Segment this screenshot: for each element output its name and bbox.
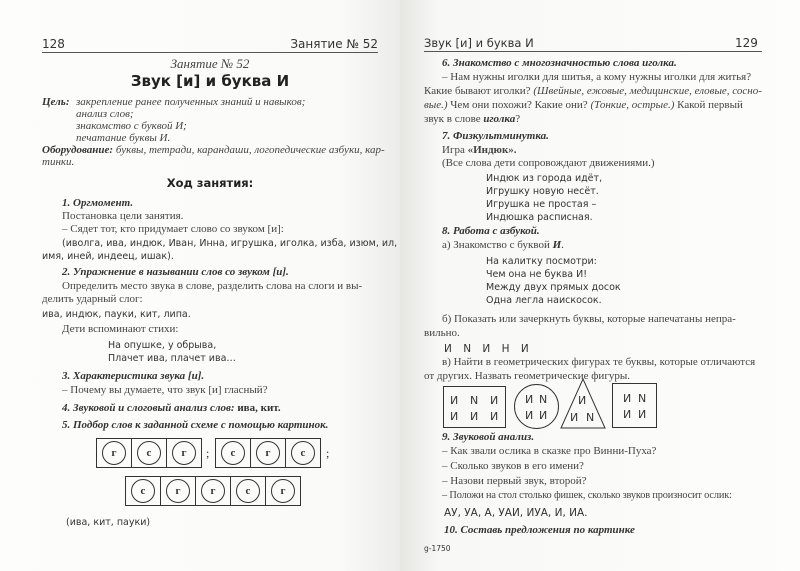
poem-line: Индюшка расписная. bbox=[486, 212, 593, 223]
letter: И bbox=[520, 343, 533, 355]
section-3-text: – Почему вы думаете, что звук [и] гласный? bbox=[62, 384, 268, 396]
goal-item: печатание буквы И. bbox=[76, 132, 171, 144]
consonant-circle: с bbox=[236, 479, 260, 503]
section-7-text bbox=[442, 144, 517, 156]
scheme-cell bbox=[265, 476, 301, 506]
shape-letter: И bbox=[450, 394, 459, 407]
text-run: звук в слове bbox=[424, 113, 481, 125]
section-1-words: имя, иней, индеец, ишак). bbox=[42, 251, 174, 262]
goal-item: анализ слов; bbox=[76, 108, 134, 120]
poem-line: Индюк из города идёт, bbox=[486, 173, 603, 184]
scheme-separator: ; bbox=[326, 446, 330, 460]
section-1-text: – Сядет тот, кто придумает слово со звуком [и]: bbox=[62, 223, 284, 235]
text-run: Чем они похожи? Какие они? bbox=[450, 99, 588, 111]
course-heading: Ход занятия: bbox=[166, 176, 254, 190]
section-6-heading: 6. Знакомство с многозначностью слова иголка. bbox=[442, 57, 677, 69]
consonant-circle: с bbox=[137, 441, 161, 465]
equipment-text-cont: тинки. bbox=[42, 156, 75, 168]
answer-run: вые.) bbox=[424, 99, 448, 111]
shape-letter: И bbox=[578, 394, 587, 407]
vowel-circle: г bbox=[271, 479, 295, 503]
section-4-heading: 4. Звуковой и слоговый анализ слов: bbox=[62, 402, 235, 414]
text-run: Какой первый bbox=[677, 99, 743, 111]
section-9-sounds: АУ, УА, А, УАИ, ИУА, И, ИА. bbox=[444, 507, 588, 519]
shape-letter: И bbox=[490, 410, 499, 423]
shape-letter: И bbox=[490, 394, 499, 407]
page-title: Звук [и] и буква И bbox=[130, 72, 290, 90]
shape-letter: N bbox=[539, 393, 548, 406]
section-2-text: Дети вспоминают стихи: bbox=[62, 323, 179, 335]
vowel-circle: г bbox=[256, 441, 280, 465]
section-6-text bbox=[424, 85, 762, 97]
goal-item: знакомство с буквой И; bbox=[76, 120, 187, 132]
scheme-cell bbox=[250, 438, 286, 468]
shape-letter: N bbox=[638, 392, 647, 405]
scheme-cell bbox=[166, 438, 202, 468]
section-6-text bbox=[424, 99, 743, 111]
vowel-circle: г bbox=[201, 479, 225, 503]
poem-line: Плачет ива, плачет ива… bbox=[108, 353, 236, 364]
section-2-text: делить ударный слог: bbox=[42, 293, 143, 305]
letter: N bbox=[463, 343, 476, 355]
section-2-words: ива, индюк, пауки, кит, липа. bbox=[42, 309, 191, 320]
footer-code: g-1750 bbox=[424, 544, 451, 553]
section-8-heading: 8. Работа с азбукой. bbox=[442, 225, 540, 237]
text-run: Игра bbox=[442, 144, 465, 156]
scheme-cell bbox=[96, 438, 132, 468]
page-number: 129 bbox=[735, 36, 758, 50]
triangle-shape bbox=[560, 378, 606, 429]
section-6-text bbox=[424, 113, 520, 125]
consonant-circle: с bbox=[131, 479, 155, 503]
right-page bbox=[400, 0, 800, 571]
section-8a-text bbox=[442, 239, 564, 251]
poem-line: Чем она не буква И! bbox=[486, 269, 588, 280]
text-run: а) Знакомство с буквой bbox=[442, 239, 550, 251]
scheme-cell bbox=[285, 438, 321, 468]
square-shape bbox=[612, 383, 657, 428]
scheme-cell bbox=[230, 476, 266, 506]
vowel-circle: г bbox=[102, 441, 126, 465]
section-5-answer: (ива, кит, пауки) bbox=[66, 517, 151, 528]
letter: И bbox=[444, 343, 456, 355]
poem-line: Игрушку новую несёт. bbox=[486, 186, 599, 197]
letter: И bbox=[552, 239, 562, 251]
equipment-text: буквы, тетради, карандаши, логопедические азбуки, кар- bbox=[115, 144, 385, 156]
section-4-words: ива, кит. bbox=[237, 402, 281, 414]
poem-line: Одна легла наискосок. bbox=[486, 295, 602, 306]
shape-letter: И bbox=[623, 408, 632, 421]
vowel-circle: г bbox=[166, 479, 190, 503]
shape-letter: И bbox=[470, 410, 479, 423]
lesson-label: Занятие № 52 bbox=[170, 56, 250, 71]
consonant-circle: с bbox=[291, 441, 315, 465]
shape-letter: И bbox=[570, 411, 579, 424]
goal-item: закрепление ранее полученных знаний и навыков; bbox=[76, 96, 306, 108]
section-8c-text: в) Найти в геометрических фигурах те буквы, которые отличаются bbox=[442, 356, 756, 368]
rectangle-shape bbox=[443, 386, 506, 428]
section-7-note: (Все слова дети сопровождают движениями.) bbox=[442, 157, 655, 169]
consonant-circle: с bbox=[221, 441, 245, 465]
answer-run: (Тонкие, острые.) bbox=[590, 99, 675, 111]
text-run: . bbox=[561, 239, 564, 251]
section-1-text: Постановка цели занятия. bbox=[62, 210, 184, 222]
section-5-heading: 5. Подбор слов к заданной схеме с помощью картинок. bbox=[62, 419, 329, 431]
section-10-heading: 10. Составь предложения по картинке bbox=[444, 524, 635, 536]
section-8b-text: б) Показать или зачеркнуть буквы, которые напечатаны непра- bbox=[442, 313, 736, 325]
poem-line: Игрушка не простая – bbox=[486, 199, 597, 210]
scheme-cell bbox=[215, 438, 251, 468]
shape-letter: И bbox=[623, 392, 632, 405]
shape-letter: И bbox=[638, 408, 647, 421]
section-2-text: Определить место звука в слове, разделить слова на слоги и вы- bbox=[62, 280, 363, 292]
section-1-heading: 1. Оргмомент. bbox=[62, 197, 134, 209]
section-1-words: (иволга, ива, индюк, Иван, Инна, игрушка, иголка, изба, изюм, ил, bbox=[62, 238, 398, 249]
scheme-cell bbox=[160, 476, 196, 506]
section-2-heading: 2. Упражнение в назывании слов со звуком [и]. bbox=[62, 266, 289, 278]
keyword: иголка bbox=[483, 113, 516, 125]
circle-shape bbox=[514, 384, 559, 429]
header-rule bbox=[424, 51, 762, 52]
vowel-circle: г bbox=[172, 441, 196, 465]
section-7-heading: 7. Физкультминутка. bbox=[442, 130, 549, 142]
section-4-line bbox=[62, 402, 281, 414]
letters-row bbox=[444, 343, 533, 355]
shape-letter: N bbox=[470, 394, 479, 407]
section-9-heading: 9. Звуковой анализ. bbox=[442, 431, 535, 443]
answer-run: (Швейные, ежовые, медицинские, еловые, сосно- bbox=[533, 85, 762, 97]
running-head: Занятие № 52 bbox=[290, 37, 378, 51]
poem-line: На калитку посмотри: bbox=[486, 256, 597, 267]
scheme-cell bbox=[125, 476, 161, 506]
goal-label: Цель: bbox=[42, 96, 70, 108]
shape-letter: И bbox=[539, 409, 548, 422]
header-rule bbox=[42, 52, 378, 53]
text-run: ? bbox=[515, 113, 521, 125]
section-3-heading: 3. Характеристика звука [и]. bbox=[62, 370, 205, 382]
section-9-question: – Сколько звуков в его имени? bbox=[442, 460, 584, 472]
shape-letter: И bbox=[525, 409, 534, 422]
equipment-line bbox=[42, 144, 385, 156]
section-9-question: – Положи на стол столько фишек, сколько звуков произносит ослик: bbox=[442, 490, 732, 501]
shape-letter: И bbox=[525, 393, 534, 406]
letter: И bbox=[482, 343, 495, 355]
shape-letter: И bbox=[450, 410, 459, 423]
scheme-cell bbox=[131, 438, 167, 468]
section-9-question: – Как звали ослика в сказке про Винни-Пуха? bbox=[442, 445, 657, 457]
section-6-text: – Нам нужны иголки для шитья, а кому нужны иголки для житья? bbox=[442, 71, 752, 83]
page-number: 128 bbox=[42, 37, 65, 51]
equipment-label: Оборудование: bbox=[42, 144, 114, 156]
text-run: Какие бывают иголки? bbox=[424, 85, 531, 97]
section-8c-text: от других. Назвать геометрические фигуры. bbox=[424, 370, 630, 382]
letter: Н bbox=[501, 343, 514, 355]
running-head: Звук [и] и буква И bbox=[424, 36, 534, 50]
scheme-cell bbox=[195, 476, 231, 506]
section-8b-text: вильно. bbox=[424, 327, 460, 339]
scheme-separator: ; bbox=[206, 446, 210, 460]
game-name: «Индюк». bbox=[467, 144, 517, 156]
poem-line: На опушке, у обрыва, bbox=[108, 340, 217, 351]
section-9-question: – Назови первый звук, второй? bbox=[442, 475, 587, 487]
poem-line: Между двух прямых досок bbox=[486, 282, 621, 293]
shape-letter: N bbox=[586, 411, 595, 424]
